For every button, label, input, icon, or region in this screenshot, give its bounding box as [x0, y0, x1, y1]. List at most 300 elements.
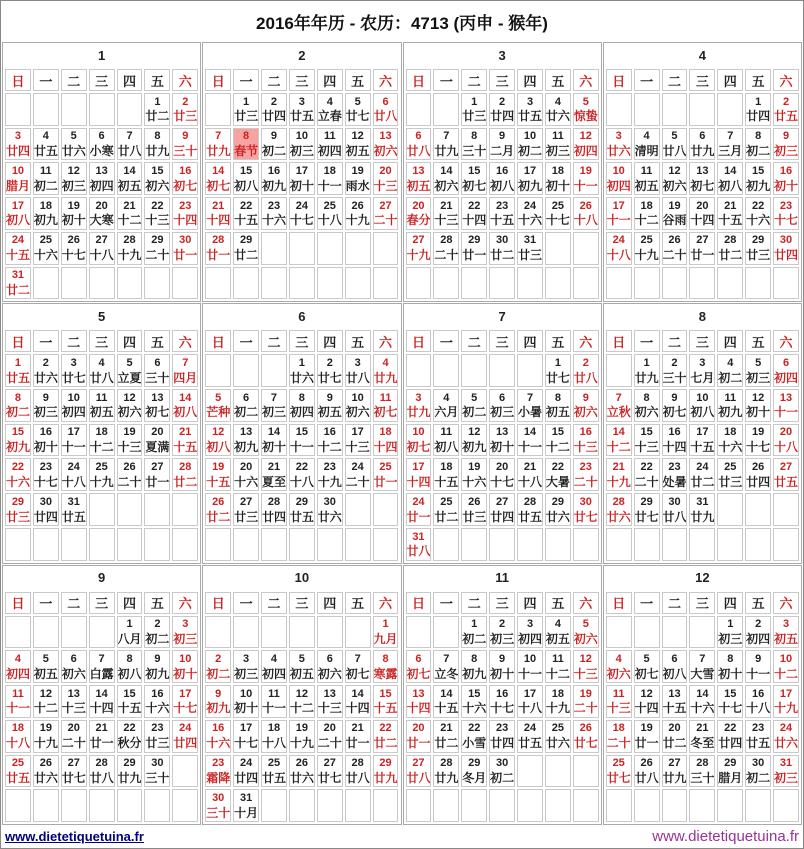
- day-number: 12: [295, 687, 308, 700]
- day-number: 16: [579, 426, 592, 439]
- lunar-label: 十八: [774, 440, 799, 455]
- day-cell: [406, 685, 432, 718]
- lunar-label: 十七: [746, 440, 771, 455]
- day-number: 8: [298, 391, 305, 404]
- lunar-label: 初五: [33, 666, 58, 681]
- day-number: 29: [551, 495, 565, 508]
- day-number: 28: [95, 757, 108, 770]
- day-number: 7: [443, 130, 450, 143]
- day-cell: [289, 720, 315, 753]
- lunar-label: 初八: [5, 213, 30, 228]
- day-cell: [406, 650, 432, 683]
- day-cell: [606, 720, 632, 753]
- lunar-label: 大雪: [690, 666, 715, 681]
- weekday-header: 一: [634, 330, 660, 352]
- lunar-label: 初二: [462, 631, 487, 646]
- day-number: 24: [523, 199, 537, 212]
- day-cell: [117, 162, 143, 195]
- day-cell: [489, 650, 515, 683]
- empty-cell: [172, 789, 198, 822]
- day-cell: [345, 720, 371, 753]
- lunar-label: 初二: [33, 178, 58, 193]
- day-number: 5: [354, 95, 361, 108]
- day-cell: [433, 424, 459, 457]
- day-number: 20: [412, 199, 425, 212]
- day-cell: [745, 685, 771, 718]
- day-cell: [261, 650, 287, 683]
- day-number: 14: [440, 165, 453, 178]
- day-number: 21: [440, 722, 453, 735]
- day-cell: [233, 458, 259, 491]
- empty-cell: [205, 528, 231, 561]
- day-cell: [205, 424, 231, 457]
- lunar-label: 初九: [718, 405, 743, 420]
- day-cell: [634, 128, 660, 161]
- day-cell: [172, 128, 198, 161]
- lunar-label: 十二: [317, 440, 342, 455]
- day-number: 20: [151, 426, 164, 439]
- day-cell: [689, 720, 715, 753]
- lunar-label: 十一: [61, 440, 86, 455]
- day-number: 22: [379, 722, 392, 735]
- empty-cell: [433, 267, 459, 300]
- day-cell: [634, 162, 660, 195]
- lunar-label: 白露: [89, 666, 114, 681]
- day-number: 6: [98, 130, 105, 143]
- lunar-label: 初四: [89, 178, 114, 193]
- day-cell: [517, 197, 543, 230]
- day-cell: [461, 650, 487, 683]
- day-cell: [489, 197, 515, 230]
- lunar-label: 廿八: [406, 544, 431, 559]
- day-number: 22: [295, 461, 308, 474]
- day-cell: [5, 267, 31, 300]
- day-number: 7: [615, 391, 622, 404]
- day-number: 11: [268, 687, 280, 700]
- day-number: 3: [526, 618, 534, 631]
- day-number: 20: [668, 722, 681, 735]
- lunar-label: 十三: [117, 440, 142, 455]
- lunar-label: 十七: [289, 213, 314, 228]
- day-number: 14: [267, 426, 281, 439]
- day-number: 26: [212, 495, 225, 508]
- day-cell: [261, 162, 287, 195]
- day-number: 15: [239, 165, 253, 178]
- empty-cell: [233, 354, 259, 387]
- day-number: 7: [727, 130, 734, 143]
- empty-cell: [144, 493, 170, 526]
- lunar-label: 初二: [206, 666, 231, 681]
- day-cell: [117, 616, 143, 649]
- day-number: 16: [323, 426, 336, 439]
- day-cell: [345, 389, 371, 422]
- lunar-label: 三月: [718, 144, 743, 159]
- day-cell: [89, 650, 115, 683]
- lunar-label: 初七: [662, 405, 687, 420]
- day-cell: [317, 389, 343, 422]
- day-cell: [745, 458, 771, 491]
- lunar-label: 十九: [289, 736, 314, 751]
- day-cell: [517, 720, 543, 753]
- day-cell: [461, 616, 487, 649]
- day-number: 13: [412, 165, 425, 178]
- day-cell: [489, 685, 515, 718]
- empty-cell: [606, 789, 632, 822]
- empty-cell: [345, 616, 371, 649]
- lunar-label: 初十: [173, 666, 198, 681]
- weekday-header: 五: [144, 330, 170, 352]
- weekday-header: 五: [144, 69, 170, 91]
- empty-cell: [489, 354, 515, 387]
- lunar-label: 廿二: [206, 509, 231, 524]
- day-number: 2: [154, 618, 161, 631]
- month-number: 10: [294, 570, 310, 586]
- day-number: 10: [351, 391, 364, 404]
- day-number: 8: [727, 652, 734, 665]
- day-cell: [517, 424, 543, 457]
- lunar-label: 廿八: [345, 370, 370, 385]
- lunar-label: 十一: [606, 213, 631, 228]
- day-cell: [289, 354, 315, 387]
- lunar-label: 初十: [289, 178, 314, 193]
- lunar-label: 夏至: [261, 474, 286, 489]
- day-cell: [144, 755, 170, 788]
- lunar-label: 初六: [61, 666, 86, 681]
- day-number: 7: [126, 130, 133, 143]
- day-number: 24: [351, 461, 364, 474]
- day-cell: [172, 354, 198, 387]
- lunar-label: 腊月: [718, 770, 743, 785]
- lunar-label: 廿三: [234, 109, 259, 124]
- empty-cell: [545, 755, 571, 788]
- weekday-header: 二: [662, 69, 688, 91]
- lunar-label: 十六: [518, 213, 543, 228]
- day-number: 5: [471, 391, 478, 404]
- empty-cell: [289, 267, 315, 300]
- day-cell: [573, 389, 599, 422]
- day-number: 23: [579, 461, 592, 474]
- weekday-header: 六: [172, 69, 198, 91]
- day-number: 6: [499, 391, 506, 404]
- lunar-label: 十二: [33, 701, 58, 716]
- empty-cell: [33, 93, 59, 126]
- lunar-label: 十四: [406, 701, 431, 716]
- day-cell: [317, 650, 343, 683]
- day-number: 22: [11, 461, 25, 474]
- lunar-label: 十九: [545, 701, 570, 716]
- day-cell: [461, 197, 487, 230]
- lunar-label: 初十: [490, 666, 515, 681]
- weekday-header: 五: [345, 592, 371, 614]
- day-number: 6: [415, 652, 422, 665]
- empty-cell: [261, 616, 287, 649]
- lunar-label: 初六: [373, 144, 398, 159]
- day-number: 17: [351, 426, 364, 439]
- day-number: 29: [239, 234, 253, 247]
- day-number: 22: [123, 722, 136, 735]
- day-cell: [717, 720, 743, 753]
- day-number: 1: [471, 95, 478, 108]
- lunar-label: 十九: [774, 701, 799, 716]
- day-cell: [345, 197, 371, 230]
- weekday-header: 一: [33, 592, 59, 614]
- lunar-label: 廿二: [434, 509, 459, 524]
- month-number: 8: [698, 308, 706, 324]
- day-cell: [61, 650, 87, 683]
- lunar-label: 廿七: [345, 109, 370, 124]
- day-number: 9: [270, 130, 278, 143]
- day-cell: [373, 650, 399, 683]
- day-number: 9: [671, 391, 678, 404]
- day-number: 7: [270, 391, 278, 404]
- day-cell: [489, 424, 515, 457]
- weekday-header: 一: [33, 69, 59, 91]
- empty-cell: [461, 789, 487, 822]
- weekday-header: 六: [373, 592, 399, 614]
- day-number: 19: [351, 165, 364, 178]
- day-number: 18: [95, 426, 108, 439]
- lunar-label: 初六: [634, 405, 659, 420]
- day-cell: [317, 197, 343, 230]
- day-number: 9: [182, 130, 189, 143]
- lunar-label: 廿八: [345, 770, 370, 785]
- empty-cell: [89, 93, 115, 126]
- lunar-label: 廿四: [746, 109, 771, 124]
- lunar-label: 廿四: [746, 474, 771, 489]
- weekday-header: 六: [373, 330, 399, 352]
- empty-cell: [773, 528, 799, 561]
- lunar-label: 廿四: [5, 144, 30, 159]
- lunar-label: 初三: [774, 770, 799, 785]
- weekday-header: 三: [89, 69, 115, 91]
- day-number: 19: [295, 722, 308, 735]
- lunar-label: 廿八: [406, 144, 431, 159]
- lunar-label: 初五: [345, 144, 370, 159]
- day-cell: [406, 493, 432, 526]
- lunar-label: 廿六: [289, 770, 314, 785]
- day-number: 19: [579, 165, 592, 178]
- lunar-label: 初七: [173, 178, 198, 193]
- day-number: 20: [95, 199, 108, 212]
- lunar-label: 十八: [518, 474, 543, 489]
- empty-cell: [33, 789, 59, 822]
- month-grid: [203, 67, 400, 301]
- lunar-label: 十九: [406, 248, 431, 263]
- empty-cell: [289, 789, 315, 822]
- lunar-label: 廿七: [545, 370, 570, 385]
- weekday-header: 六: [573, 592, 599, 614]
- month-6: [202, 303, 401, 563]
- day-number: 4: [42, 130, 49, 143]
- day-cell: [33, 128, 59, 161]
- lunar-label: 廿二: [662, 736, 687, 751]
- empty-cell: [33, 528, 59, 561]
- lunar-label: 廿二: [718, 248, 743, 263]
- lunar-label: 初九: [234, 440, 259, 455]
- day-cell: [606, 424, 632, 457]
- day-cell: [689, 389, 715, 422]
- day-number: 14: [724, 165, 737, 178]
- day-cell: [89, 197, 115, 230]
- day-cell: [261, 493, 287, 526]
- lunar-label: 廿二: [234, 248, 259, 263]
- day-cell: [433, 162, 459, 195]
- day-cell: [33, 354, 59, 387]
- day-cell: [545, 93, 571, 126]
- day-number: 6: [70, 652, 77, 665]
- lunar-label: 初四: [573, 144, 598, 159]
- weekday-header: 五: [144, 592, 170, 614]
- lunar-label: 廿八: [662, 144, 687, 159]
- day-number: 18: [551, 687, 565, 700]
- day-number: 16: [668, 426, 681, 439]
- weekday-header: 三: [289, 592, 315, 614]
- day-number: 2: [582, 356, 589, 369]
- weekday-header: 五: [345, 330, 371, 352]
- lunar-label: 廿七: [573, 509, 598, 524]
- day-number: 31: [67, 495, 80, 508]
- day-number: 24: [612, 234, 625, 247]
- empty-cell: [717, 528, 743, 561]
- empty-cell: [205, 267, 231, 300]
- day-number: 4: [443, 391, 450, 404]
- month-2: [202, 42, 401, 302]
- day-cell: [745, 354, 771, 387]
- empty-cell: [117, 789, 143, 822]
- day-number: 19: [468, 461, 481, 474]
- day-cell: [517, 616, 543, 649]
- day-cell: [489, 389, 515, 422]
- day-cell: [89, 389, 115, 422]
- month-8: [603, 303, 802, 563]
- weekday-header: 日: [606, 330, 632, 352]
- empty-cell: [89, 616, 115, 649]
- lunar-label: 初三: [173, 631, 198, 646]
- month-10: [202, 565, 401, 825]
- lunar-label: 小雪: [462, 736, 487, 751]
- empty-cell: [144, 267, 170, 300]
- lunar-label: 初六: [317, 666, 342, 681]
- day-cell: [662, 424, 688, 457]
- day-number: 17: [523, 687, 537, 700]
- footer-link-left[interactable]: www.dietetiquetuina.fr: [5, 828, 144, 844]
- empty-cell: [144, 789, 170, 822]
- day-number: 5: [126, 356, 133, 369]
- lunar-label: 十二: [606, 440, 631, 455]
- lunar-label: 十一: [5, 701, 30, 716]
- footer-link-right[interactable]: www.dietetiquetuina.fr: [652, 827, 799, 845]
- day-number: 11: [552, 652, 564, 665]
- lunar-label: 初九: [518, 178, 543, 193]
- lunar-label: 廿八: [662, 509, 687, 524]
- day-cell: [662, 128, 688, 161]
- lunar-label: 十四: [373, 440, 398, 455]
- day-cell: [345, 650, 371, 683]
- day-cell: [689, 493, 715, 526]
- day-cell: [373, 197, 399, 230]
- day-cell: [745, 720, 771, 753]
- day-number: 19: [67, 199, 80, 212]
- day-cell: [289, 93, 315, 126]
- day-number: 18: [11, 722, 25, 735]
- day-number: 17: [239, 722, 253, 735]
- weekday-header: 一: [233, 592, 259, 614]
- empty-cell: [745, 789, 771, 822]
- day-cell: [717, 755, 743, 788]
- day-number: 13: [323, 687, 336, 700]
- day-cell: [233, 162, 259, 195]
- day-number: 1: [727, 618, 734, 631]
- day-cell: [172, 197, 198, 230]
- day-cell: [33, 232, 59, 265]
- weekday-header: 三: [689, 330, 715, 352]
- day-cell: [745, 197, 771, 230]
- empty-cell: [117, 528, 143, 561]
- day-number: 17: [295, 165, 308, 178]
- day-cell: [144, 616, 170, 649]
- day-cell: [289, 458, 315, 491]
- day-cell: [634, 720, 660, 753]
- weekday-header: 五: [745, 592, 771, 614]
- day-cell: [61, 458, 87, 491]
- day-cell: [289, 685, 315, 718]
- lunar-label: 十九: [33, 736, 58, 751]
- weekday-header: 四: [117, 330, 143, 352]
- day-cell: [773, 162, 799, 195]
- lunar-label: 十五: [662, 701, 687, 716]
- day-number: 30: [779, 234, 793, 247]
- lunar-label: 十五: [5, 248, 30, 263]
- day-number: 4: [615, 652, 622, 665]
- lunar-label: 廿八: [117, 144, 142, 159]
- day-number: 8: [243, 130, 250, 143]
- day-number: 6: [243, 391, 250, 404]
- empty-cell: [745, 267, 771, 300]
- weekday-header: 三: [89, 592, 115, 614]
- weekday-header: 二: [461, 592, 487, 614]
- day-number: 9: [215, 687, 222, 700]
- empty-cell: [689, 528, 715, 561]
- month-grid: [604, 67, 801, 301]
- lunar-label: 十三: [606, 701, 631, 716]
- day-cell: [773, 389, 799, 422]
- lunar-label: 十五: [234, 213, 259, 228]
- lunar-label: 廿三: [462, 509, 487, 524]
- lunar-label: 十五: [206, 474, 231, 489]
- lunar-label: 初七: [690, 178, 715, 193]
- day-cell: [317, 354, 343, 387]
- lunar-label: 十五: [718, 213, 743, 228]
- empty-cell: [717, 789, 743, 822]
- day-number: 21: [612, 461, 625, 474]
- day-number: 14: [351, 687, 364, 700]
- lunar-label: 二十: [61, 736, 86, 751]
- day-cell: [5, 493, 31, 526]
- day-number: 24: [11, 234, 25, 247]
- day-cell: [717, 650, 743, 683]
- lunar-label: 谷雨: [662, 213, 687, 228]
- lunar-label: 三十: [690, 770, 715, 785]
- day-number: 15: [379, 687, 392, 700]
- day-number: 16: [495, 165, 509, 178]
- lunar-label: 初九: [261, 178, 286, 193]
- day-number: 30: [495, 234, 509, 247]
- day-number: 2: [499, 95, 506, 108]
- day-cell: [205, 720, 231, 753]
- weekday-header: 六: [573, 330, 599, 352]
- day-number: 8: [471, 652, 478, 665]
- day-number: 16: [151, 687, 164, 700]
